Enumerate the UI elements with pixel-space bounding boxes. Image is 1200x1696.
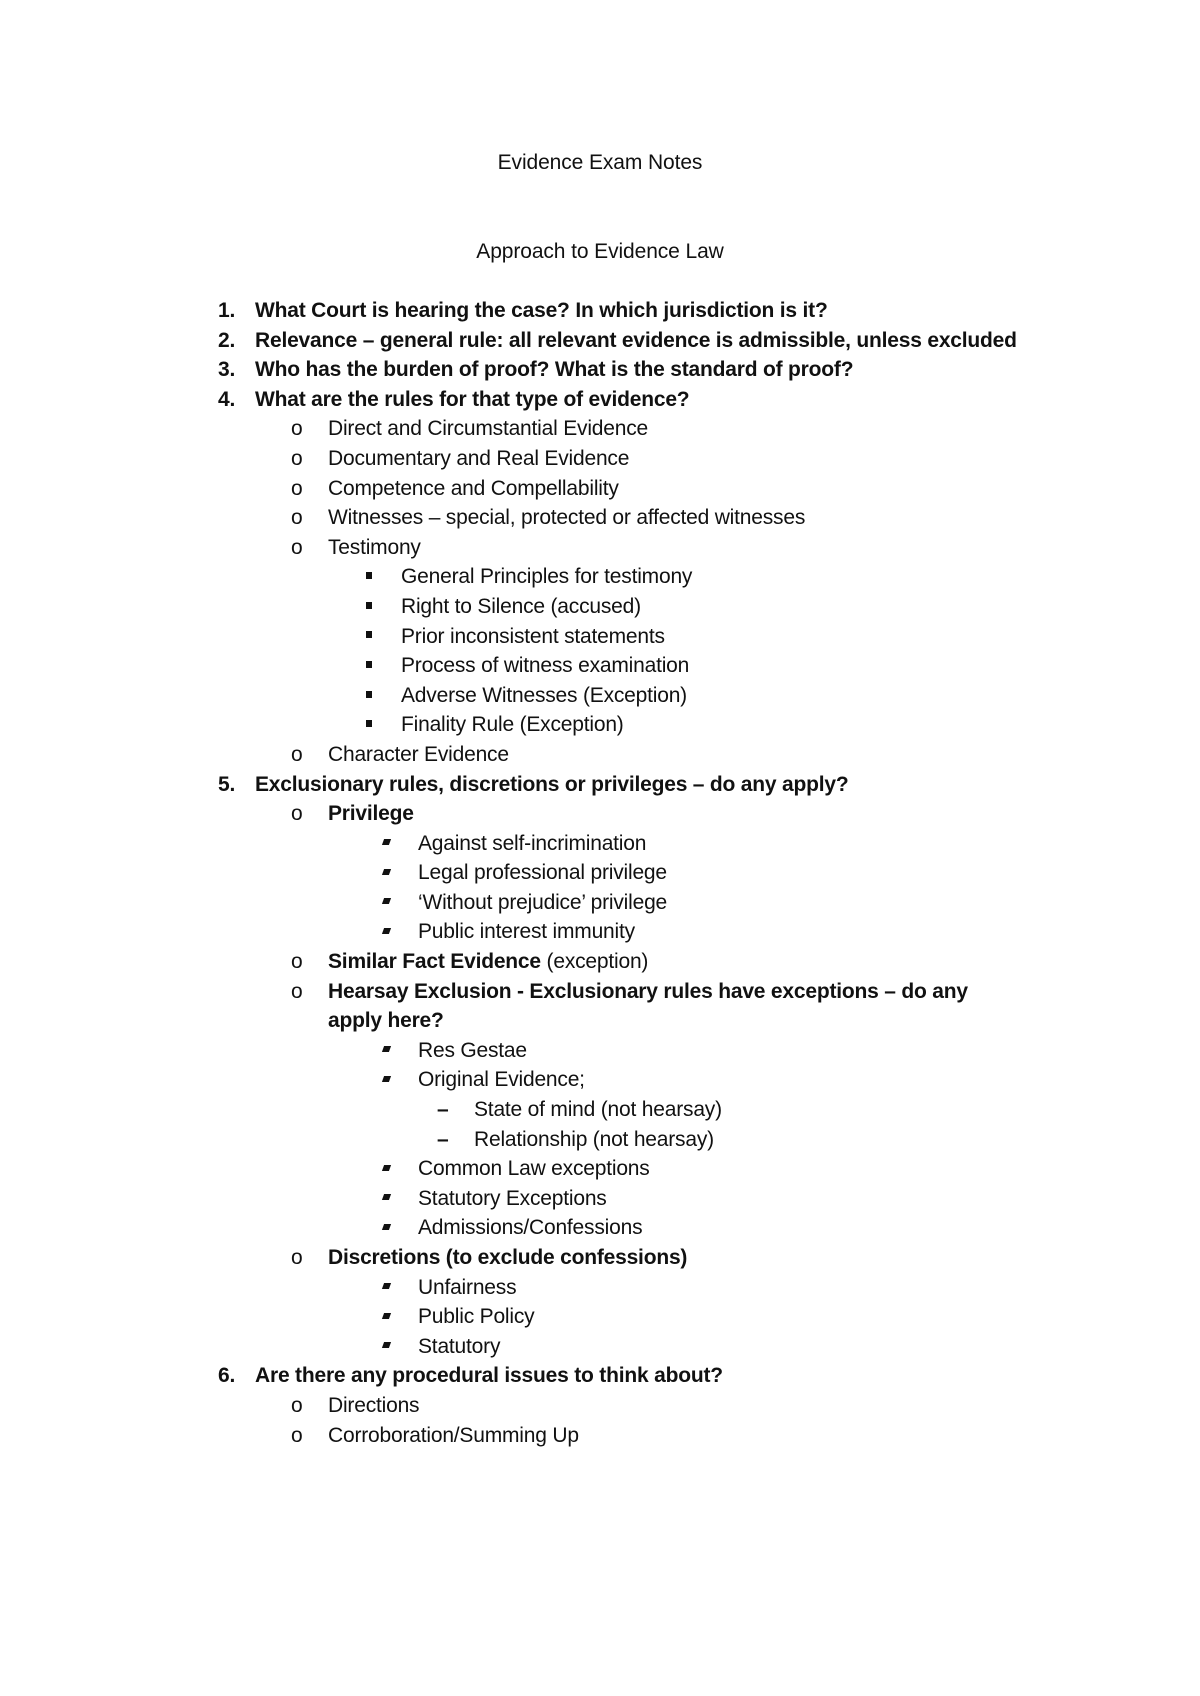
slanted-bullet-icon <box>381 1302 418 1332</box>
list-item-text: What are the rules for that type of evidence? <box>255 387 690 411</box>
slanted-bullet-icon <box>381 1213 418 1243</box>
list-item-text: Relevance – general rule: all relevant evidence is admissible, unless excluded <box>255 328 1017 352</box>
circle-bullet-icon: o <box>291 417 303 441</box>
sub-sub-list-item <box>218 622 1018 652</box>
list-item-text: Are there any procedural issues to think about? <box>255 1364 723 1388</box>
sub-sub-list-item <box>218 592 1018 622</box>
sub-list-item <box>218 474 1018 504</box>
slanted-bullet-icon <box>381 1065 418 1095</box>
sub-list-item-text: Direct and Circumstantial Evidence <box>328 417 649 441</box>
list-number: 2. <box>218 328 236 352</box>
sub-list-item-text: Directions <box>328 1393 420 1417</box>
list-item <box>218 296 1018 326</box>
sub-sub-list-item <box>218 888 1018 918</box>
sub-list-item-text: Corroboration/Summing Up <box>328 1423 579 1447</box>
list-number: 6. <box>218 1364 236 1388</box>
list-number: 4. <box>218 387 236 411</box>
slanted-bullet-icon <box>381 1036 418 1066</box>
sub-list-item-text: Hearsay Exclusion - Exclusionary rules have exceptions – do any apply here? <box>328 979 968 1033</box>
sub-list-item <box>218 1391 1018 1421</box>
sub-list-item <box>218 977 1018 1036</box>
list-item <box>218 1361 1018 1391</box>
sub-list-item <box>218 740 1018 770</box>
section-title: Approach to Evidence Law <box>476 240 724 263</box>
sub-sub-list-item <box>218 1036 1018 1066</box>
sub-list-item <box>218 1243 1018 1273</box>
list-number: 1. <box>218 299 236 322</box>
list-number: 5. <box>218 772 236 796</box>
list-item-text: Who has the burden of proof? What is the standard of proof? <box>255 358 854 382</box>
list-item <box>218 326 1018 356</box>
label-suffix: (exception) <box>540 950 649 974</box>
slanted-bullet-icon <box>381 1273 418 1303</box>
sub-sub-list-item <box>218 1273 1018 1303</box>
sub-sub-list-item <box>218 651 1018 681</box>
sub-list-item-text: Witnesses – special, protected or affected witnesses <box>328 506 806 530</box>
circle-bullet-icon: o <box>291 506 303 530</box>
sub-list-item <box>218 1421 1018 1451</box>
square-bullet-icon <box>364 592 401 622</box>
circle-bullet-icon: o <box>291 950 303 974</box>
circle-bullet-icon: o <box>291 802 303 826</box>
slanted-bullet-icon <box>381 1184 418 1214</box>
sub-sub-list-item <box>218 858 1018 888</box>
sub-sub-list-item-text: Original Evidence; <box>418 1068 585 1092</box>
dash-bullet-icon: – <box>437 1127 449 1151</box>
list-item-text: Exclusionary rules, discretions or privileges – do any apply? <box>255 772 849 796</box>
sub-list-item-text: Testimony <box>328 535 421 559</box>
sub-sub-list-item <box>218 1065 1018 1095</box>
sub-sub-list-item <box>218 1154 1018 1184</box>
slanted-bullet-icon <box>381 829 418 859</box>
circle-bullet-icon: o <box>291 476 303 500</box>
dash-list-item <box>218 1125 1018 1155</box>
sub-sub-list-item-text: Unfairness <box>418 1275 517 1299</box>
sub-sub-list-item-text: Right to Silence (accused) <box>401 594 641 618</box>
sub-sub-list-item-text: Public Policy <box>418 1305 535 1329</box>
sub-list-item <box>218 533 1018 563</box>
sub-list-item <box>218 799 1018 829</box>
sub-sub-list-item-text: Prior inconsistent statements <box>401 624 665 648</box>
sub-list-item-text: Discretions (to exclude confessions) <box>328 1246 688 1269</box>
slanted-bullet-icon <box>381 1154 418 1184</box>
sub-sub-list-item <box>218 1302 1018 1332</box>
sub-sub-list-item <box>218 562 1018 592</box>
circle-bullet-icon: o <box>291 1423 303 1447</box>
sub-sub-list-item <box>218 1332 1018 1362</box>
sub-list-item-text: Privilege <box>328 802 414 826</box>
slanted-bullet-icon <box>381 888 418 918</box>
sub-list-item-text: Competence and Compellability <box>328 476 619 500</box>
sub-list-item-text: Character Evidence <box>328 742 509 766</box>
sub-sub-list-item-text: Common Law exceptions <box>418 1157 650 1181</box>
dash-list-item-text: Relationship (not hearsay) <box>474 1127 714 1151</box>
sub-sub-list-item-text: Statutory <box>418 1334 501 1358</box>
dash-list-item-text: State of mind (not hearsay) <box>474 1098 722 1122</box>
circle-bullet-icon: o <box>291 446 303 470</box>
list-item <box>218 385 1018 415</box>
outline-list <box>218 296 1018 1450</box>
sub-sub-list-item-text: Admissions/Confessions <box>418 1216 643 1240</box>
circle-bullet-icon: o <box>291 1393 303 1417</box>
sub-list-item <box>218 503 1018 533</box>
sub-sub-list-item-text: General Principles for testimony <box>401 565 693 589</box>
sub-sub-list-item-text: Finality Rule (Exception) <box>401 713 624 737</box>
square-bullet-icon <box>364 651 401 681</box>
list-item-text: What Court is hearing the case? In which jurisdiction is it? <box>255 299 828 322</box>
slanted-bullet-icon <box>381 1332 418 1362</box>
dash-bullet-icon: – <box>437 1098 449 1122</box>
slanted-bullet-icon <box>381 858 418 888</box>
sub-sub-list-item-text: Process of witness examination <box>401 654 690 678</box>
sub-sub-list-item-text: Legal professional privilege <box>418 861 667 885</box>
sub-sub-list-item <box>218 681 1018 711</box>
sub-sub-list-item <box>218 1184 1018 1214</box>
sub-list-item-text: Documentary and Real Evidence <box>328 446 630 470</box>
document-title: Evidence Exam Notes <box>497 151 703 174</box>
sub-list-item-text <box>328 947 1018 977</box>
circle-bullet-icon: o <box>291 535 303 559</box>
sub-sub-list-item <box>218 917 1018 947</box>
bold-label: Similar Fact Evidence <box>328 950 541 974</box>
sub-sub-list-item-text: ‘Without prejudice’ privilege <box>418 890 668 914</box>
square-bullet-icon <box>364 710 401 740</box>
circle-bullet-icon: o <box>291 1246 303 1269</box>
square-bullet-icon <box>364 562 401 592</box>
circle-bullet-icon: o <box>291 742 303 766</box>
sub-list-item <box>218 414 1018 444</box>
sub-sub-list-item <box>218 710 1018 740</box>
square-bullet-icon <box>364 681 401 711</box>
sub-sub-list-item-text: Against self-incrimination <box>418 831 647 855</box>
sub-sub-list-item-text: Adverse Witnesses (Exception) <box>401 683 687 707</box>
list-number: 3. <box>218 358 236 382</box>
sub-sub-list-item-text: Statutory Exceptions <box>418 1186 607 1210</box>
sub-list-item <box>218 444 1018 474</box>
sub-sub-list-item <box>218 829 1018 859</box>
dash-list-item <box>218 1095 1018 1125</box>
circle-bullet-icon: o <box>291 979 303 1003</box>
sub-sub-list-item <box>218 1213 1018 1243</box>
list-item <box>218 770 1018 800</box>
list-item <box>218 355 1018 385</box>
square-bullet-icon <box>364 622 401 652</box>
sub-list-item <box>218 947 1018 977</box>
sub-sub-list-item-text: Public interest immunity <box>418 920 635 944</box>
slanted-bullet-icon <box>381 917 418 947</box>
sub-sub-list-item-text: Res Gestae <box>418 1038 527 1062</box>
